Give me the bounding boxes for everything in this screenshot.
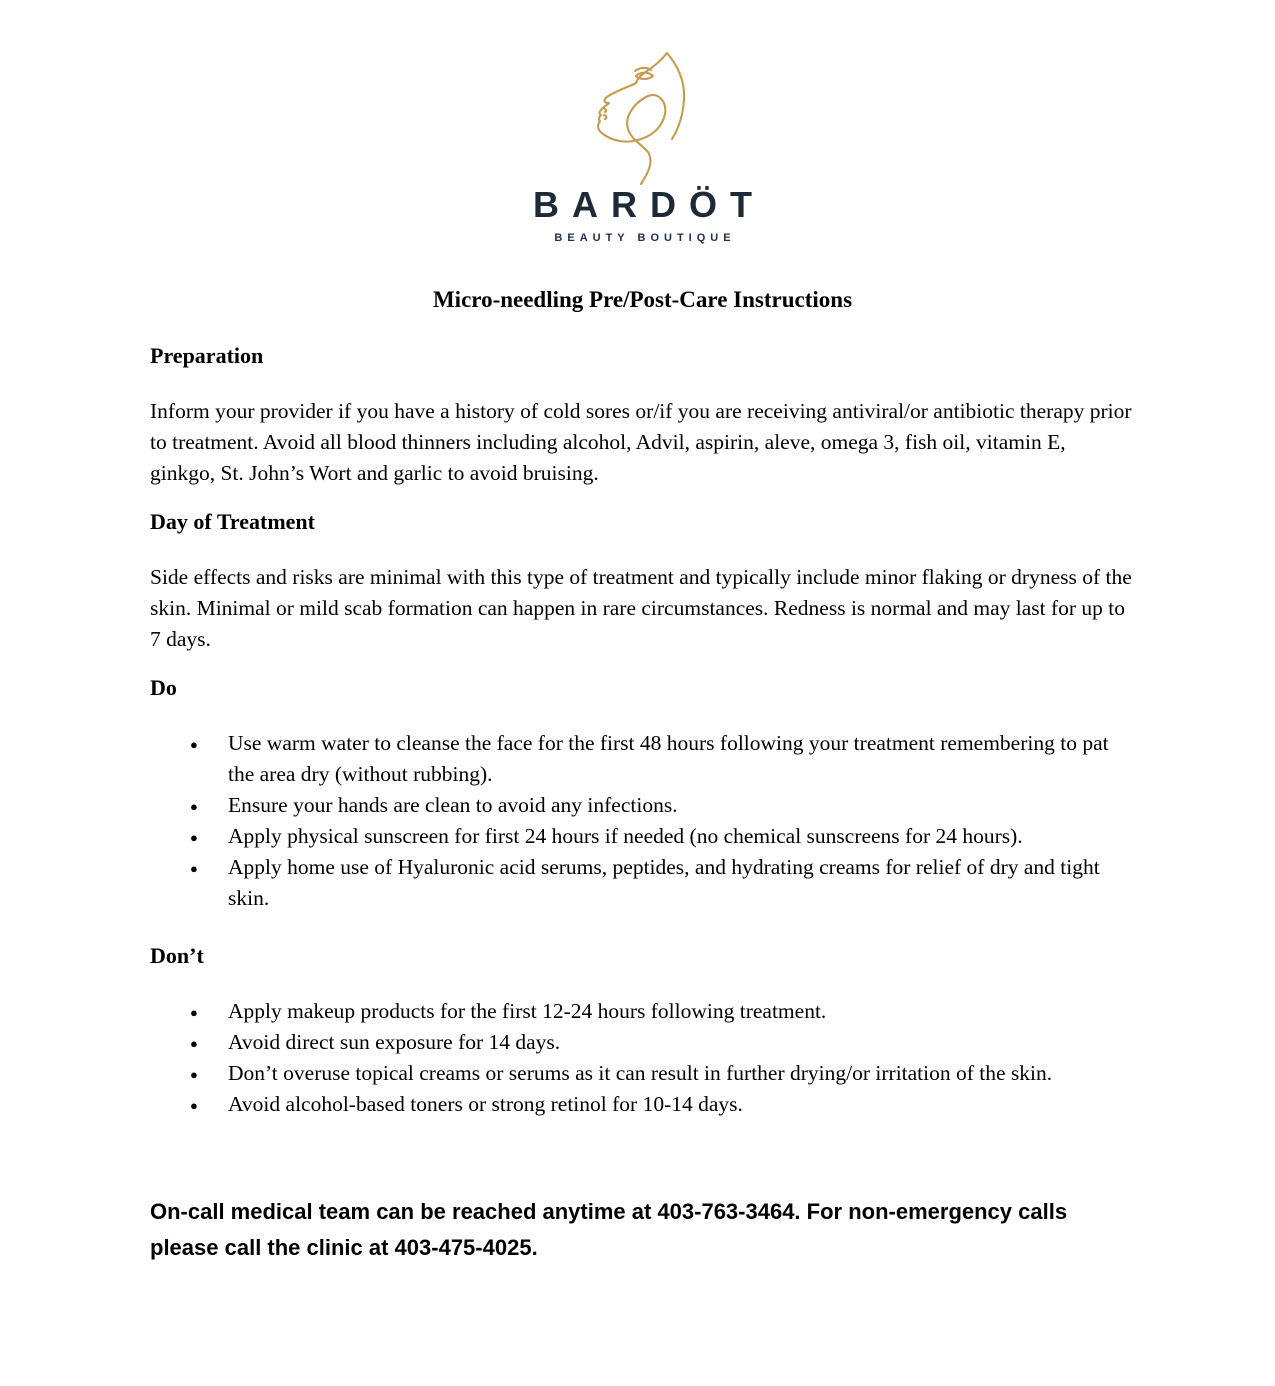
heading-preparation: Preparation bbox=[150, 343, 264, 368]
do-list bbox=[150, 728, 1135, 914]
document-title: Micro-needling Pre/Post-Care Instructions bbox=[432, 287, 853, 312]
list-item: ● Apply makeup products for the first 12-24 hours following treatment. bbox=[228, 996, 1135, 1027]
paragraph-day-of-treatment: Side effects and risks are minimal with this type of treatment and typically include minor flaking or dryness of the skin. Minimal or mild scab formation can happen in rare circumstances. Redness is normal and may last for up to 7 days. bbox=[150, 565, 1132, 651]
list-item: ● Avoid alcohol-based toners or strong retinol for 10-14 days. bbox=[228, 1089, 1135, 1120]
list-item: ● Use warm water to cleanse the face for the first 48 hours following your treatment remembering to pat the area dry (without rubbing). bbox=[228, 728, 1135, 790]
heading-do: Do bbox=[150, 675, 177, 700]
dont-list bbox=[150, 996, 1135, 1120]
emergency-contact-note: On-call medical team can be reached anytime at 403-763-3464. For non-emergency calls please call the clinic at 403-475-4025. bbox=[150, 1199, 1068, 1260]
logo bbox=[150, 45, 1135, 246]
list-item: ● Don’t overuse topical creams or serums as it can result in further drying/or irritation of the skin. bbox=[228, 1058, 1135, 1089]
list-item: ● Apply home use of Hyaluronic acid serums, peptides, and hydrating creams for relief of dry and tight skin. bbox=[228, 852, 1135, 914]
brand-tagline: BEAUTY BOUTIQUE bbox=[554, 232, 736, 244]
brand-name: BARDÖT bbox=[533, 184, 765, 225]
list-item: ● Ensure your hands are clean to avoid any infections. bbox=[228, 790, 1135, 821]
face-line-art-icon bbox=[561, 45, 725, 185]
heading-day-of-treatment: Day of Treatment bbox=[150, 509, 315, 534]
list-item: ● Apply physical sunscreen for first 24 hours if needed (no chemical sunscreens for 24 hours). bbox=[228, 821, 1135, 852]
paragraph-preparation: Inform your provider if you have a history of cold sores or/if you are receiving antiviral/or antibiotic therapy prior to treatment. Avoid all blood thinners including alcohol, Advil, aspirin, aleve, omega 3, fish oil, vitamin E, ginkgo, St. John’s Wort and garlic to avoid bruising. bbox=[150, 399, 1132, 485]
list-item: ● Avoid direct sun exposure for 14 days. bbox=[228, 1027, 1135, 1058]
heading-dont: Don’t bbox=[150, 943, 204, 968]
